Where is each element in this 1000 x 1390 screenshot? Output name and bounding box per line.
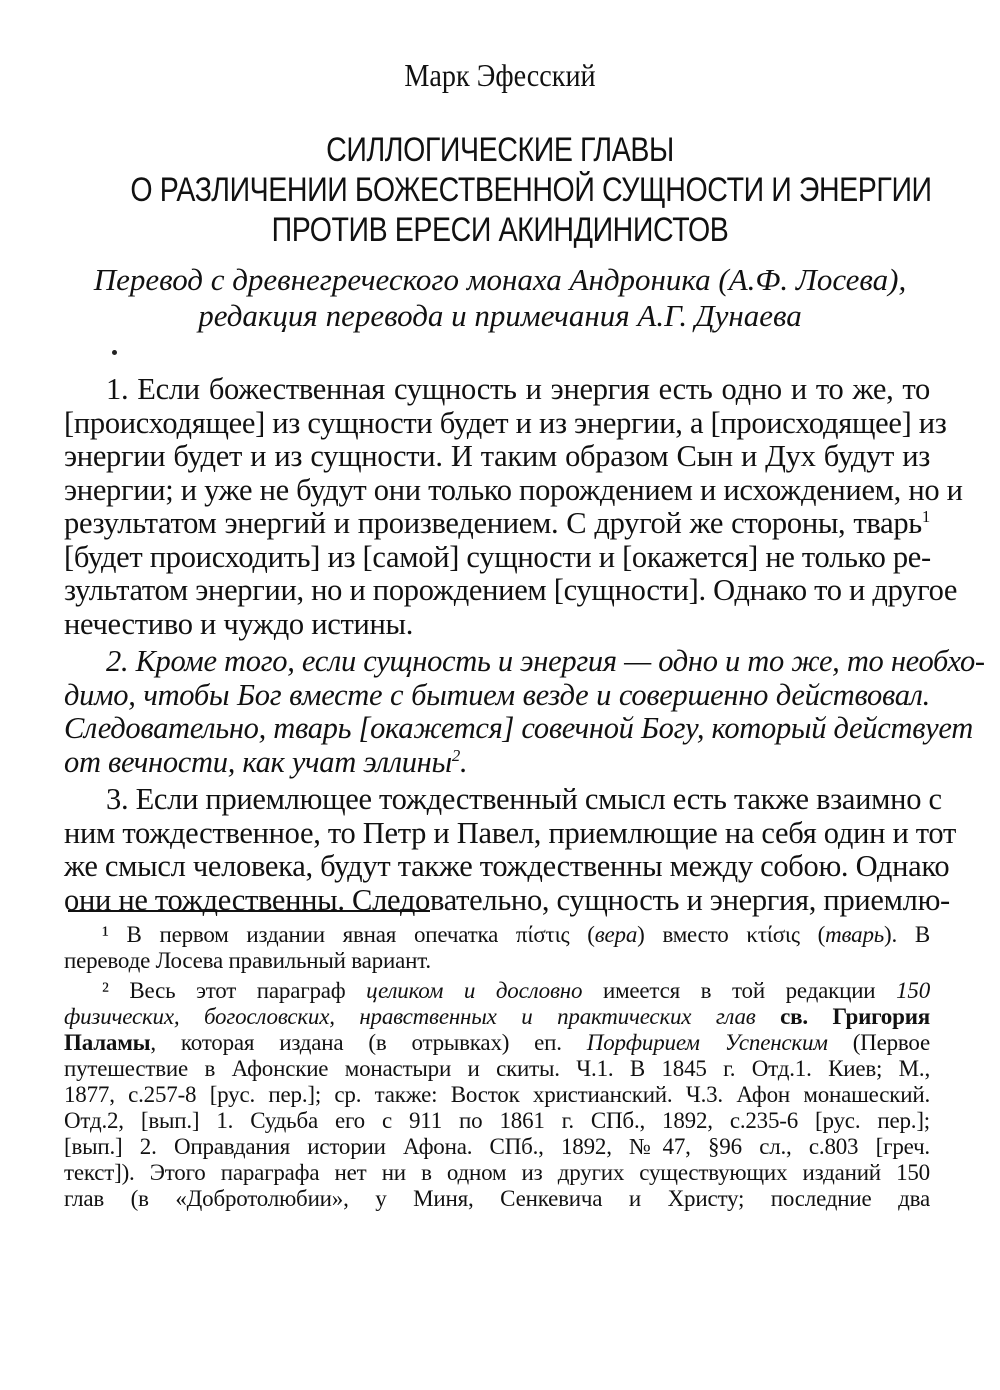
text-line: ним тождественное, то Петр и Павел, приемлющие на себя один и тот <box>64 815 957 850</box>
footnote-line: путешествие в Афонские монастыри и скиты. Ч.1. В 1845 г. Отд.1. Киев; М., <box>64 1056 930 1081</box>
text-span: от вечности, как учат эллины <box>64 744 452 779</box>
text-span: . В <box>891 922 930 947</box>
translation-credits <box>60 262 940 334</box>
gloss: вера <box>594 922 638 947</box>
gloss: тварь <box>825 922 885 947</box>
main-text <box>64 372 985 917</box>
greek-word: κτίσις <box>746 922 800 947</box>
subtitle-line: Перевод с древнегреческого монаха Андроника (А.Ф. Лосева), <box>93 262 907 297</box>
text-line: энергии; и уже не будут они только порождением и исхождением, но и <box>64 472 963 507</box>
footnote-ref: 1 <box>921 506 930 526</box>
footnote-line: глав (в «Добротолюбии», у Миня, Сенкевича и Христу; последние два <box>64 1186 930 1211</box>
author-name: Марк Эфесский <box>404 57 596 93</box>
text-span: имеется в той редакции <box>582 978 897 1003</box>
text-line: они не тождественны. Следовательно, сущность и энергия, приемлю- <box>64 882 950 917</box>
text-span: , которая издана (в отрывках) еп. <box>150 1030 587 1055</box>
footnote-line: ¹ В первом издании явная опечатка πίστις (вера) вместо κτίσις (тварь). В <box>102 922 930 947</box>
text-line <box>64 746 930 780</box>
text-span: . <box>459 744 468 779</box>
footnote-line <box>64 1030 930 1056</box>
text-line: 2. Кроме того, если сущность и энергия — одно и то же, то необхо- <box>106 644 985 678</box>
text-span: ² Весь этот параграф <box>102 978 367 1003</box>
text-line: 1. Если божественная сущность и энергия есть одно и то же, то <box>106 372 930 406</box>
text-line: [происходящее] из сущности будет и из энергии, а [происходящее] из <box>64 405 947 440</box>
footnote-line: 1877, с.257-8 [рус. пер.]; ср. также: Восток христианский. Ч.3. Афон монашеский. <box>64 1082 930 1107</box>
text-line: Следовательно, тварь [окажется] совечной Богу, который действует <box>64 711 973 745</box>
footnote-2 <box>64 978 930 1212</box>
paragraph-2 <box>64 644 985 779</box>
greek-word: πίστις <box>515 922 570 947</box>
text-span: целиком и дословно <box>366 978 583 1003</box>
text-line: димо, чтобы Бог вместе с бытием везде и совершенно действовал. <box>64 677 930 712</box>
footnotes <box>64 922 930 1212</box>
subtitle-line: редакция перевода и примечания А.Г. Дунаева <box>198 298 802 333</box>
footnote-ref: 2 <box>451 745 460 765</box>
title-line: О РАЗЛИЧЕНИИ БОЖЕСТВЕННОЙ СУЩНОСТИ И ЭНЕРГИИ <box>130 171 932 209</box>
text-line <box>64 507 930 541</box>
text-span: физических, богословских, нравственных и практических глав <box>64 1004 756 1029</box>
chapter-title <box>60 130 940 250</box>
text-line: же смысл человека, будут также тождественны между собою. Однако <box>64 849 950 883</box>
footnote-line <box>64 1004 930 1030</box>
text-span: (Первое <box>827 1030 930 1055</box>
stray-dot <box>112 350 117 355</box>
text-line: зультатом энергии, но и порождением [сущности]. Однако то и другое <box>64 573 958 607</box>
text-span: 150 <box>896 978 930 1003</box>
text-span: Паламы <box>64 1030 151 1055</box>
title-line: СИЛЛОГИЧЕСКИЕ ГЛАВЫ <box>326 131 674 169</box>
footnote-line: [вып.] 2. Оправдания истории Афона. СПб., 1892, №47, §96 сл., с.803 [греч. <box>64 1134 930 1159</box>
footnote-line: текст]). Этого параграфа нет ни в одном из других существующих изданий 150 <box>64 1160 930 1185</box>
text-line: нечестиво и чуждо истины. <box>64 606 414 641</box>
text-span: результатом энергий и произведением. С другой же стороны, тварь <box>64 506 922 540</box>
paragraph-1 <box>64 372 963 641</box>
title-line: ПРОТИВ ЕРЕСИ АКИНДИНИСТОВ <box>271 211 729 249</box>
paragraph-3 <box>64 782 957 917</box>
text-span: св. Григория <box>755 1004 930 1029</box>
text-line: 3. Если приемлющее тождественный смысл есть также взаимно с <box>106 782 942 816</box>
footnote-divider <box>68 910 430 912</box>
footnote-line <box>64 978 930 1004</box>
footnote-line: переводе Лосева правильный вариант. <box>64 948 431 973</box>
text-span: вместо <box>644 922 747 947</box>
text-span: Порфирием Успенским <box>586 1030 828 1055</box>
footnote-line: Отд.2, [вып.] 1. Судьба его с 911 по 1861 г. СПб., 1892, с.235-6 [рус. пер.]; <box>64 1108 930 1133</box>
text-line: энергии будет и из сущности. И таким образом Сын и Дух будут из <box>64 439 930 473</box>
text-span: ¹ В первом издании явная опечатка <box>102 922 516 947</box>
text-line: [будет происходить] из [самой] сущности и [окажется] не только ре- <box>64 539 931 574</box>
footnote-1 <box>64 922 930 974</box>
